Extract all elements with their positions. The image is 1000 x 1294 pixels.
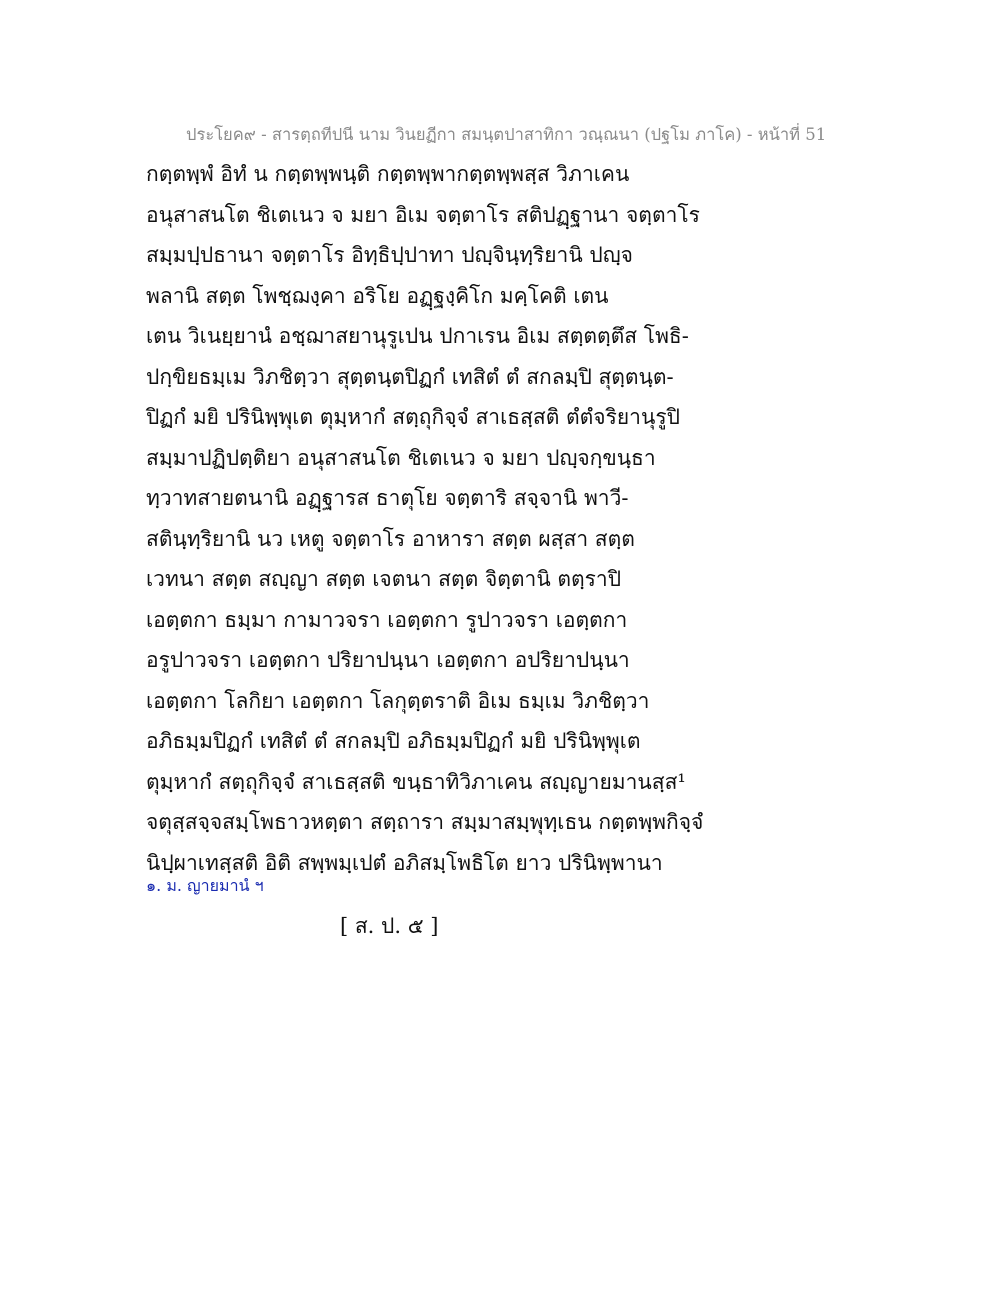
text-line: นิปฺผาเทสฺสติ อิติ สพฺพมฺเปตํ อภิสมฺโพธิโต ยาว ปรินิพฺพานา	[146, 850, 663, 875]
text-line: อนุสาสนโต ชิเตเนว จ มยา อิเม จตฺตาโร สติปฏฺฐานา จตฺตาโร	[146, 202, 700, 227]
page-reference-marker: [ ส. ป. ๕ ]	[340, 914, 439, 938]
text-line: อภิธมฺมปิฏกํ เทสิตํ ตํ สกลมฺปิ อภิธมฺมปิฏกํ มยิ ปรินิพฺพุเต	[146, 729, 641, 753]
text-line: สตินฺทฺริยานิ นว เหตู จตฺตาโร อาหารา สตฺต ผสฺสา สตฺต	[146, 526, 635, 551]
text-line: ตุมฺหากํ สตฺถุกิจฺจํ สาเธสฺสติ ขนฺธาทิวิภาเคน สญฺญายมานสฺส¹	[146, 769, 686, 794]
text-line: สมฺมปฺปธานา จตฺตาโร อิทฺธิปฺปาทา ปญฺจินฺทฺริยานิ ปญฺจ	[146, 243, 633, 267]
text-line: กตฺตพฺพํ อิทํ น กตฺตพฺพนฺติ กตฺตพฺพากตฺตพฺพสฺส วิภาเคน	[146, 162, 630, 186]
text-line: ปกฺขิยธมฺเม วิภชิตฺวา สุตฺตนฺตปิฏกํ เทสิตํ ตํ สกลมฺปิ สุตฺตนฺต-	[146, 364, 674, 389]
text-line: พลานิ สตฺต โพชฺฌงฺคา อริโย อฏฺฐงฺคิโก มคฺโคติ เตน	[146, 283, 609, 308]
text-line: จตุสฺสจฺจสมฺโพธาวหตฺตา สตฺถารา สมฺมาสมฺพุทฺเธน กตฺตพฺพกิจฺจํ	[146, 810, 704, 834]
text-line: เอตฺตกา โลกิยา เอตฺตกา โลกุตฺตราติ อิเม ธมฺเม วิภชิตฺวา	[146, 688, 650, 713]
text-line: เตน วิเนยฺยานํ อชฺฌาสยานุรูเปน ปกาเรน อิเม สตฺตตฺตึส โพธิ-	[146, 324, 689, 348]
body-text	[146, 158, 986, 887]
text-line: ปิฏกํ มยิ ปรินิพฺพุเต ตุมฺหากํ สตฺถุกิจฺจํ สาเธสฺสติ ตํตํจริยานุรูปิ	[146, 405, 680, 429]
text-line: เวทนา สตฺต สญฺญา สตฺต เจตนา สตฺต จิตฺตานิ ตตฺราปิ	[146, 567, 622, 591]
text-line: สมฺมาปฏิปตฺติยา อนุสาสนโต ชิเตเนว จ มยา ปญฺจกฺขนฺธา	[146, 445, 656, 470]
text-line: อรูปาวจรา เอตฺตกา ปริยาปนฺนา เอตฺตกา อปริยาปนฺนา	[146, 648, 630, 672]
running-header: ประโยค๙ - สารตฺถทีปนี นาม วินยฏีกา สมนฺตปาสาทิกา วณฺณนา (ปฐโม ภาโค) - หน้าที่ 51	[186, 125, 827, 144]
text-line: ทฺวาทสายตนานิ อฏฺฐารส ธาตุโย จตฺตาริ สจฺจานิ พาวี-	[146, 486, 629, 510]
text-line: เอตฺตกา ธมฺมา กามาวจรา เอตฺตกา รูปาวจรา เอตฺตกา	[146, 607, 628, 632]
footnote: ๑. ม. ญายมานํ ฯ	[146, 876, 264, 895]
